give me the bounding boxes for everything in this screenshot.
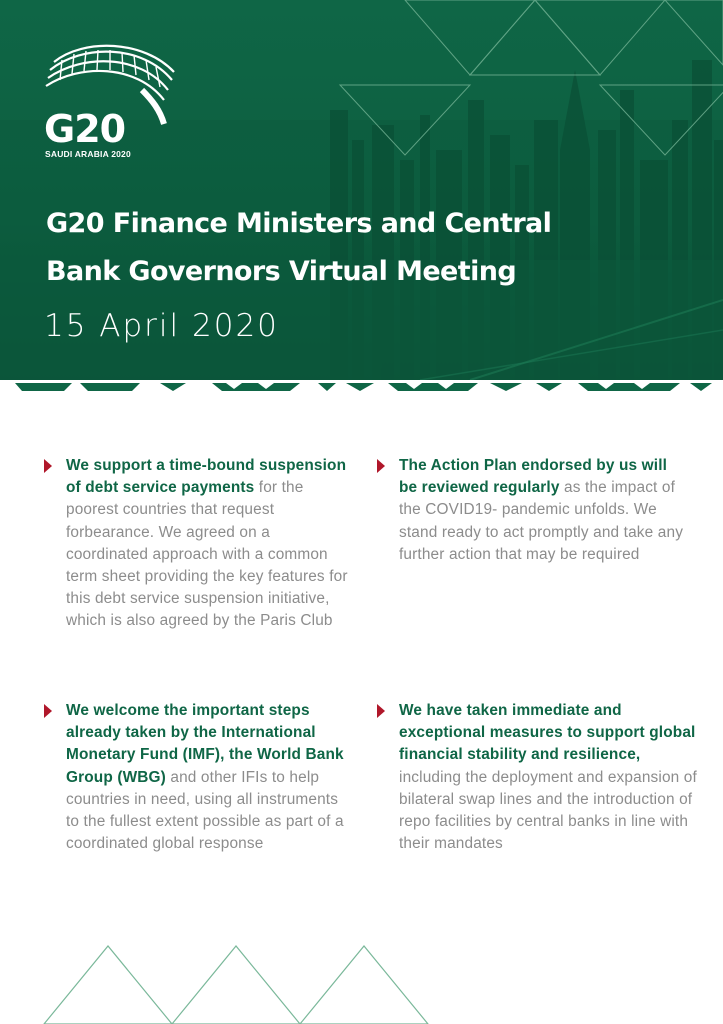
key-point-body: as the impact of the COVID19- pandemic unfolds. We stand ready to act promptly and take any further action that may be required — [399, 479, 684, 563]
meeting-date: 15 April 2020 — [44, 308, 279, 344]
key-point-body: and other IFIs to help countries in need, using all instruments to the fullest extent possible as part of a coordinated global response — [66, 768, 344, 853]
red-triangle-bullet-icon — [377, 704, 385, 718]
key-point-financial-stability — [399, 700, 699, 855]
g20-wordmark: G20 — [44, 107, 126, 151]
key-point-text — [66, 455, 348, 633]
key-point-bold: The Action Plan endorsed by us will be reviewed regularly — [399, 457, 668, 497]
key-point-body: including the deployment and expansion of bilateral swap lines and the introduction of repo facilities by central banks in line with their mandates — [399, 768, 697, 853]
g20-logo-subtitle: SAUDI ARABIA 2020 — [45, 149, 131, 159]
key-point-bold: We welcome the important steps already taken by the International Monetary Fund (IMF), the World Bank Group (WBG) — [66, 702, 344, 786]
key-point-debt-suspension — [66, 455, 348, 633]
key-point-imf-wbg — [66, 700, 348, 855]
red-triangle-bullet-icon — [44, 459, 52, 473]
key-point-text — [399, 700, 699, 855]
key-point-body: for the poorest countries that request forbearance. We agreed on a coordinated approach with a common term sheet providing the key features for this debt service suspension initiative, which is also agreed by the Paris Club — [66, 479, 348, 630]
red-triangle-bullet-icon — [44, 704, 52, 718]
key-point-text — [399, 455, 689, 566]
red-triangle-bullet-icon — [377, 459, 385, 473]
decorative-bottom-triangles — [0, 930, 723, 1024]
page-title-line-1: G20 Finance Ministers and Central — [46, 208, 552, 239]
key-point-bold: We support a time-bound suspension of debt service payments — [66, 457, 347, 497]
key-point-action-plan — [399, 455, 689, 566]
page-title-line-2: Bank Governors Virtual Meeting — [46, 256, 517, 287]
key-point-text — [66, 700, 348, 855]
key-point-bold: We have taken immediate and exceptional measures to support global financial stability and resilience, — [399, 702, 696, 764]
